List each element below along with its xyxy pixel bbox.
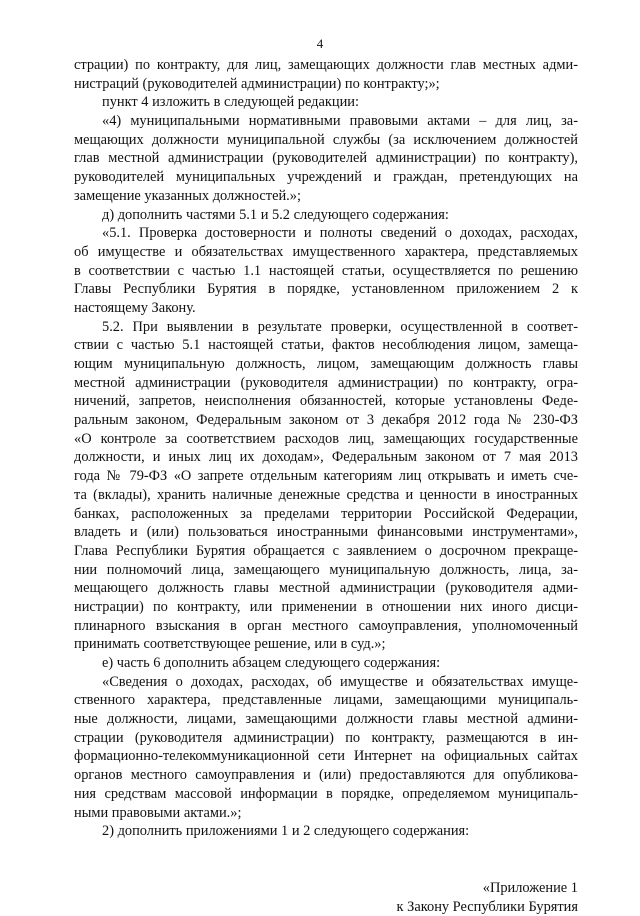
text-line: нистраций (руководителей администрации) по контракту;»; bbox=[74, 75, 440, 92]
text-line: в соответствии с частью 1.1 настоящей статьи, осуществляется по решению bbox=[74, 262, 578, 279]
text-line: ния средствам массовой информации в порядке, определяемом муниципаль- bbox=[74, 785, 578, 802]
text-line: страции) по контракту, для лиц, замещающих должности глав местных адми- bbox=[74, 57, 578, 73]
document-body bbox=[74, 56, 578, 916]
text-line: нистрации) по контракту, или применении в отношении них иного дисци- bbox=[74, 598, 578, 615]
text-line: ничений, запретов, неисполнения обязанностей, которые установлены Феде- bbox=[74, 393, 578, 410]
text-line: страции (руководителя администрации) по контракту, размещаются в ин- bbox=[74, 729, 578, 746]
text-line: 2) дополнить приложениями 1 и 2 следующего содержания: bbox=[102, 823, 470, 840]
text-line: ющим муниципальную должность, лицом, замещающим должность главы bbox=[74, 356, 578, 372]
text-line: плинарного взыскания в орган местного самоуправления, уполномоченный bbox=[74, 617, 578, 634]
text-line: Главы Республики Бурятия в порядке, установленном приложением 2 к bbox=[74, 281, 578, 298]
text-line: местной администрации (руководителя администрации) по контракту, огра- bbox=[74, 374, 578, 391]
text-line: владеть и (или) пользоваться иностранными финансовыми инструментами», bbox=[74, 524, 578, 541]
text-line: д) дополнить частями 5.1 и 5.2 следующего содержания: bbox=[102, 206, 449, 223]
text-line: ные должности, лицами, замещающими должности главы местной админи- bbox=[74, 711, 578, 728]
text-line: ными правовыми актами.»; bbox=[74, 804, 242, 821]
text-line: нии полномочий лица, замещающего муниципальную должность, лица, за- bbox=[74, 561, 578, 578]
page-number: 4 bbox=[316, 36, 324, 51]
text-line: принимать соответствующее решение, или в суд.»; bbox=[74, 636, 386, 653]
text-line: ственного характера, представленные лицами, замещающими муниципаль- bbox=[74, 692, 578, 709]
text-line: глав местной администрации (руководителей администрации) по контракту), bbox=[74, 150, 578, 167]
text-line: формационно-телекоммуникационной сети Интернет на официальных сайтах bbox=[74, 748, 578, 765]
text-line: 5.2. При выявлении в результате проверки, осуществленной в соответ- bbox=[102, 318, 578, 335]
text-line: «4) муниципальными нормативными правовыми актами – для лиц, за- bbox=[102, 113, 578, 130]
text-line: ствии с частью 5.1 настоящей статьи, фактов несоблюдения лицом, замеща- bbox=[74, 337, 578, 354]
text-line: об имуществе и обязательствах имущественного характера, представляемых bbox=[74, 243, 578, 260]
text-line: руководителей муниципальных учреждений и граждан, претендующих на bbox=[74, 169, 578, 186]
text-line: ральным законом, Федеральным законом от 3 декабря 2012 года № 230-ФЗ bbox=[74, 412, 578, 429]
text-line: мещающих должности муниципальной службы (за исключением должностей bbox=[74, 131, 578, 148]
text-line: органов местного самоуправления и (или) предоставляются для опубликова- bbox=[74, 767, 578, 784]
text-line: е) часть 6 дополнить абзацем следующего содержания: bbox=[102, 655, 441, 671]
text-line: Глава Республики Бурятия обращается с заявлением о досрочном прекраще- bbox=[74, 542, 578, 559]
text-line: мещающего должность главы местной администрации (руководителя адми- bbox=[74, 580, 578, 597]
text-line: настоящему Закону. bbox=[74, 299, 196, 316]
text-line: банках, расположенных за пределами территории Российской Федерации, bbox=[74, 505, 578, 522]
text-line: замещение указанных должностей.»; bbox=[74, 187, 301, 204]
text-line: года № 79-ФЗ «О запрете отдельным категориям лиц открывать и иметь сче- bbox=[74, 468, 578, 485]
text-line: «5.1. Проверка достоверности и полноты сведений о доходах, расходах, bbox=[102, 225, 578, 242]
text-line: та (вклады), хранить наличные денежные средства и ценности в иностранных bbox=[74, 486, 578, 503]
appendix-heading-line: к Закону Республики Бурятия bbox=[396, 898, 578, 915]
spacer bbox=[74, 841, 578, 879]
appendix-heading-line: «Приложение 1 bbox=[482, 879, 578, 896]
text-line: «О контроле за соответствием расходов лиц, замещающих государственные bbox=[74, 430, 578, 447]
text-line: «Сведения о доходах, расходах, об имуществе и обязательствах имуще- bbox=[102, 673, 578, 690]
text-line: пункт 4 изложить в следующей редакции: bbox=[102, 94, 359, 111]
text-line: должности, и иных лиц их доходам», Федеральным законом от 7 мая 2013 bbox=[74, 449, 578, 466]
